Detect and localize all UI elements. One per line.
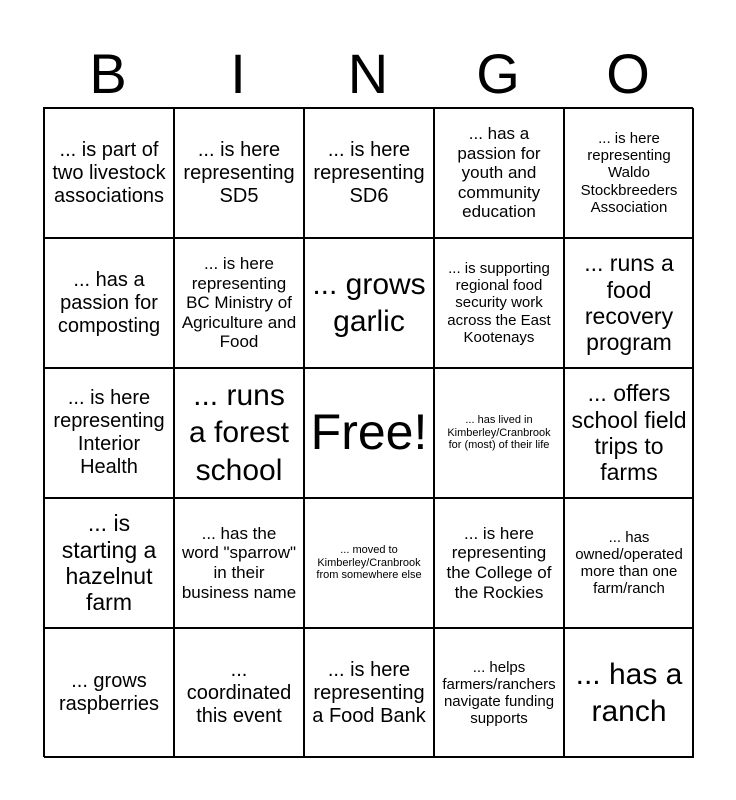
header-letter-n: N bbox=[347, 42, 389, 105]
bingo-square[interactable]: ... is here representing Interior Health bbox=[44, 368, 174, 498]
bingo-square[interactable]: ... has a ranch bbox=[564, 628, 694, 758]
bingo-header bbox=[43, 40, 693, 108]
bingo-square[interactable]: ... offers school field trips to farms bbox=[564, 368, 694, 498]
bingo-square[interactable]: ... moved to Kimberley/Cranbrook from somewhere else bbox=[304, 498, 434, 628]
bingo-square[interactable]: ... coordinated this event bbox=[174, 628, 304, 758]
bingo-square[interactable]: ... is supporting regional food security work across the East Kootenays bbox=[434, 238, 564, 368]
header-letter-b: B bbox=[89, 42, 127, 105]
bingo-square[interactable]: ... grows raspberries bbox=[44, 628, 174, 758]
bingo-square[interactable]: ... has owned/operated more than one farm/ranch bbox=[564, 498, 694, 628]
header-letter-o: O bbox=[606, 42, 650, 105]
bingo-square[interactable]: ... is here representing Waldo Stockbreeders Association bbox=[564, 108, 694, 238]
bingo-square[interactable]: ... has the word "sparrow" in their business name bbox=[174, 498, 304, 628]
bingo-square[interactable]: ... is here representing the College of the Rockies bbox=[434, 498, 564, 628]
bingo-square[interactable]: ... is starting a hazelnut farm bbox=[44, 498, 174, 628]
bingo-square[interactable]: ... has lived in Kimberley/Cranbrook for (most) of their life bbox=[434, 368, 564, 498]
bingo-square[interactable]: ... has a passion for youth and community education bbox=[434, 108, 564, 238]
bingo-square[interactable]: ... is here representing BC Ministry of Agriculture and Food bbox=[174, 238, 304, 368]
header-letter-g: G bbox=[476, 42, 520, 105]
bingo-square[interactable]: ... helps farmers/ranchers navigate funding supports bbox=[434, 628, 564, 758]
bingo-square[interactable]: ... runs a food recovery program bbox=[564, 238, 694, 368]
bingo-square[interactable]: ... is here representing SD5 bbox=[174, 108, 304, 238]
free-square[interactable]: Free! bbox=[304, 368, 434, 498]
header-letter-i: I bbox=[230, 42, 246, 105]
bingo-square[interactable]: ... has a passion for composting bbox=[44, 238, 174, 368]
bingo-square[interactable]: ... grows garlic bbox=[304, 238, 434, 368]
bingo-square[interactable]: ... is here representing a Food Bank bbox=[304, 628, 434, 758]
bingo-square[interactable]: ... is here representing SD6 bbox=[304, 108, 434, 238]
bingo-square[interactable]: ... runs a forest school bbox=[174, 368, 304, 498]
bingo-square[interactable]: ... is part of two livestock associations bbox=[44, 108, 174, 238]
bingo-card bbox=[43, 107, 693, 757]
